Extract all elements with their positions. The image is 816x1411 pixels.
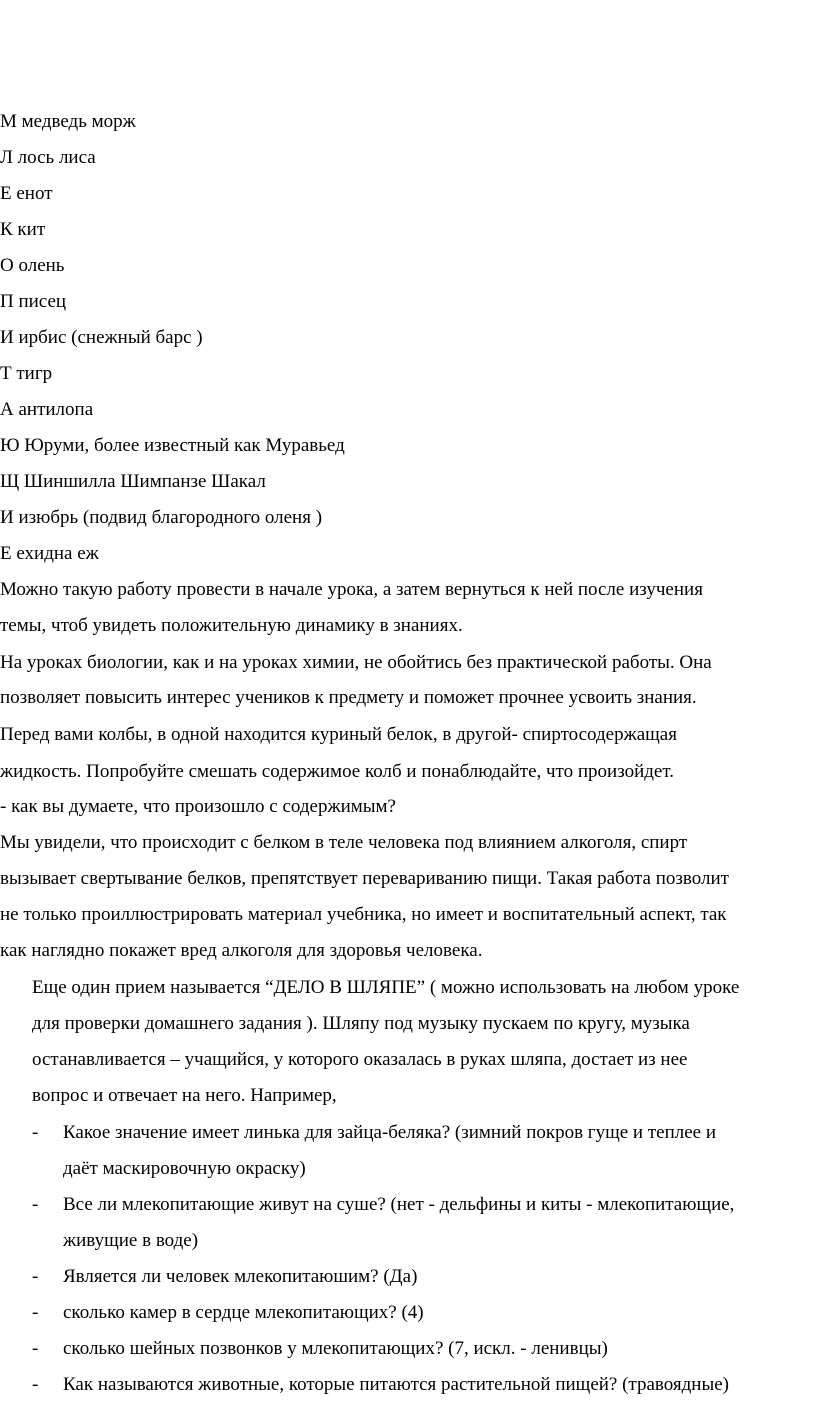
paragraph-line: не только проиллюстрировать материал учебника, но имеет и воспитательный аспект, так xyxy=(0,904,727,925)
question-text: даёт маскировочную окраску) xyxy=(63,1158,306,1179)
paragraph-line: - как вы думаете, что произошло с содержимым? xyxy=(0,796,396,817)
question-text: Является ли человек млекопитаюшим? (Да) xyxy=(63,1266,418,1287)
dash-marker: - xyxy=(32,1122,39,1143)
list-item: Л лось лиса xyxy=(0,147,96,168)
list-item: П писец xyxy=(0,291,67,312)
list-item: И изюбрь (подвид благородного оленя ) xyxy=(0,507,323,528)
paragraph-line: темы, чтоб увидеть положительную динамику в знаниях. xyxy=(0,615,463,636)
dash-marker: - xyxy=(32,1338,39,1359)
paragraph-line: Перед вами колбы, в одной находится куриный белок, в другой- спиртосодержащая xyxy=(0,724,677,745)
dash-marker: - xyxy=(32,1194,39,1215)
question-text: сколько шейных позвонков у млекопитающих? (7, искл. - ленивцы) xyxy=(63,1338,608,1359)
question-text: Все ли млекопитающие живут на суше? (нет - дельфины и киты - млекопитающие, xyxy=(63,1194,735,1215)
list-item: Щ Шиншилла Шимпанзе Шакал xyxy=(0,471,266,492)
list-item: И ирбис (снежный барс ) xyxy=(0,327,203,348)
question-text: Как называются животные, которые питаются растительной пищей? (травоядные) xyxy=(63,1374,729,1395)
paragraph-line: позволяет повысить интерес учеников к предмету и поможет прочнее усвоить знания. xyxy=(0,687,697,708)
dash-marker: - xyxy=(32,1302,39,1323)
paragraph-line: Мы увидели, что происходит с белком в теле человека под влиянием алкоголя, спирт xyxy=(0,832,688,853)
paragraph-line: вопрос и отвечает на него. Например, xyxy=(32,1085,337,1106)
paragraph-line: вызывает свертывание белков, препятствует перевариванию пищи. Такая работа позволит xyxy=(0,868,729,889)
question-text: сколько камер в сердце млекопитающих? (4) xyxy=(63,1302,424,1323)
question-text: живущие в воде) xyxy=(63,1230,199,1251)
paragraph-line: как наглядно покажет вред алкоголя для здоровья человека. xyxy=(0,940,483,961)
list-item: Е енот xyxy=(0,183,53,204)
paragraph-line: Можно такую работу провести в начале урока, а затем вернуться к ней после изучения xyxy=(0,579,703,600)
list-item: М медведь морж xyxy=(0,111,136,132)
question-text: Какое значение имеет линька для зайца-беляка? (зимний покров гуще и теплее и xyxy=(63,1122,717,1143)
list-item: Т тигр xyxy=(0,363,53,384)
paragraph-line: На уроках биологии, как и на уроках химии, не обойтись без практической работы. Она xyxy=(0,652,712,673)
paragraph-line: жидкость. Попробуйте смешать содержимое колб и понаблюдайте, что произойдет. xyxy=(0,761,674,782)
dash-marker: - xyxy=(32,1374,39,1395)
list-item: А антилопа xyxy=(0,399,94,420)
list-item: Ю Юруми, более известный как Муравьед xyxy=(0,435,345,456)
dash-marker: - xyxy=(32,1266,39,1287)
list-item: Е ехидна еж xyxy=(0,543,99,564)
paragraph-line: Еще один прием называется “ДЕЛО В ШЛЯПЕ” ( можно использовать на любом уроке xyxy=(32,977,740,998)
paragraph-line: для проверки домашнего задания ). Шляпу под музыку пускаем по кругу, музыка xyxy=(32,1013,690,1034)
list-item: К кит xyxy=(0,219,46,240)
paragraph-line: останавливается – учащийся, у которого оказалась в руках шляпа, достает из нее xyxy=(32,1049,688,1070)
list-item: О олень xyxy=(0,255,65,276)
